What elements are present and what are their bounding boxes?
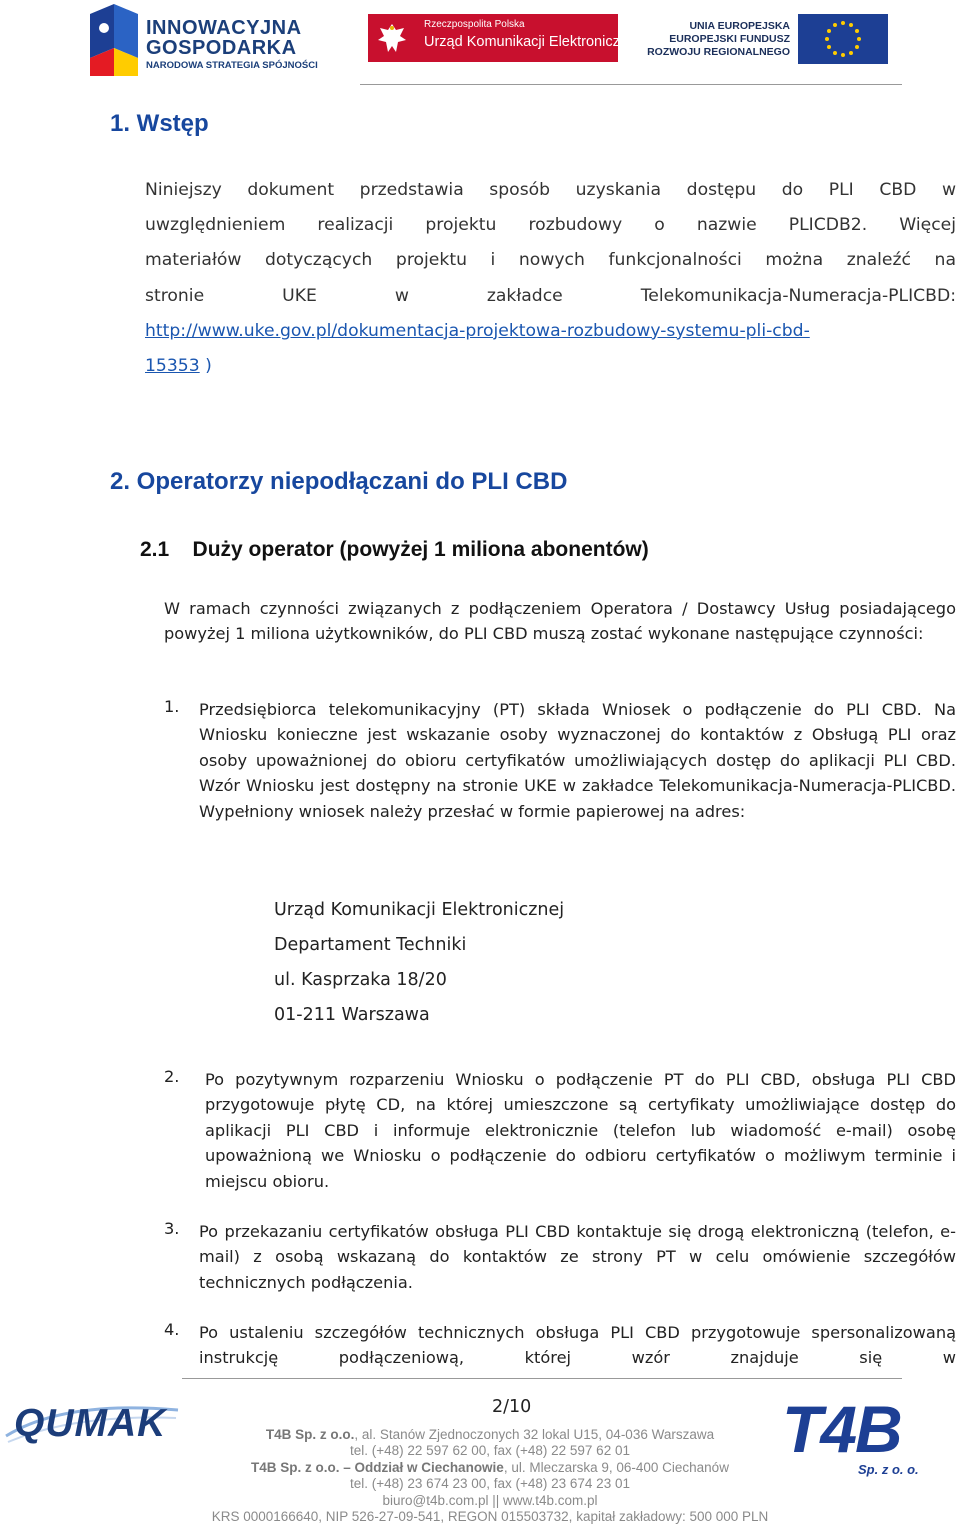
uke-link-part2[interactable]: 15353 xyxy=(145,356,200,377)
eu-logo-text xyxy=(647,20,790,59)
uke-logo xyxy=(368,14,640,62)
eu-logo-line1: UNIA EUROPEJSKA xyxy=(689,20,790,32)
footer-company-2: T4B Sp. z o.o. – Oddział w Ciechanowie xyxy=(251,1460,504,1475)
eagle-emblem-icon xyxy=(372,18,412,58)
item-2-text: Po pozytywnym rozparzeniu Wniosku o podłączenie PT do PLI CBD, obsługa PLI CBD przygotowuje płytę CD, na której umieszczone są certyfikaty umożliwiające dostęp do aplikacji PLI CBD i informuje elektronicznie (telefon lub wiadomość e-mail) osobę upoważnioną we Wniosku o podłączenie do odbioru certyfikatów o możliwym terminie i miejscu obioru. xyxy=(205,1070,956,1191)
section1-line-3: materiałów dotyczących projektu i nowych funkcjonalności można znaleźć na xyxy=(145,250,956,271)
footer-divider xyxy=(182,1378,902,1379)
footer-address-2 xyxy=(170,1460,810,1476)
section1-line-2: uwzględnieniem realizacji projektu rozbudowy o nazwie PLICDB2. Więcej xyxy=(145,215,956,236)
page-number: 2/10 xyxy=(492,1397,532,1417)
uke-logo-line1: Rzeczpospolita Polska xyxy=(424,19,525,30)
ig-flag-icon xyxy=(84,4,140,76)
footer-phone-2: tel. (+48) 23 674 23 00, fax (+48) 23 674 23 01 xyxy=(350,1476,630,1491)
footer-address-1-rest: , al. Stanów Zjednoczonych 32 lokal U15, 04-036 Warszawa xyxy=(354,1427,715,1442)
footer-contact: biuro@t4b.com.pl || www.t4b.com.pl xyxy=(382,1493,598,1508)
footer-address-2-rest: , ul. Mleczarska 9, 06-400 Ciechanów xyxy=(503,1460,729,1475)
ig-logo-line3: NARODOWA STRATEGIA SPÓJNOŚCI xyxy=(146,60,318,71)
innowacyjna-gospodarka-logo xyxy=(84,4,344,78)
item-1-number: 1. xyxy=(164,697,180,716)
section2-intro: W ramach czynności związanych z podłączeniem Operatora / Dostawcy Usług posiadającego powyżej 1 miliona użytkowników, do PLI CBD muszą zostać wykonane następujące czynności: xyxy=(164,599,956,644)
t4b-wordmark: T4B xyxy=(782,1392,901,1466)
item-1-text: Przedsiębiorca telekomunikacyjny (PT) składa Wniosek o podłączenie do PLI CBD. Na Wniosku konieczne jest wskazanie osoby wyznaczonej do kontaktów z Obsługą PLI oraz osoby upoważnionej do obioru certyfikatów umożliwiających dostęp do aplikacji PLI CBD. Wzór Wniosku jest dostępny na stronie UKE w zakładce Telekomunikacja-Numeracja-PLICBD. Wypełniony wniosek należy przesłać w formie papierowej na adres: xyxy=(199,700,956,821)
header-divider xyxy=(360,84,902,85)
section2-1-heading: 2.1 Duży operator (powyżej 1 miliona abonentów) xyxy=(140,538,649,561)
footer-address-1 xyxy=(170,1427,810,1443)
address-line-3: ul. Kasprzaka 18/20 xyxy=(274,970,447,990)
item-3-text: Po przekazaniu certyfikatów obsługa PLI CBD kontaktuje się drogą elektroniczną (telefon, e-mail) z osobą wskazaną do kontaktów ze strony PT w celu omówienie szczegółów technicznych podłączenia. xyxy=(199,1222,956,1292)
qumak-wordmark: QUMAK xyxy=(14,1402,167,1445)
section1-line-4: stronie UKE w zakładce Telekomunikacja-Numeracja-PLICBD: xyxy=(145,285,956,306)
eu-logo-line2: EUROPEJSKI FUNDUSZ xyxy=(669,33,790,45)
section1-line-1: Niniejszy dokument przedstawia sposób uzyskania dostępu do PLI CBD w xyxy=(145,180,956,200)
address-line-2: Departament Techniki xyxy=(274,935,467,955)
eu-flag-icon xyxy=(798,14,888,64)
footer-company-1: T4B Sp. z o.o. xyxy=(265,1427,355,1442)
item-2-number: 2. xyxy=(164,1067,180,1086)
address-line-1: Urząd Komunikacji Elektronicznej xyxy=(274,900,565,920)
address-line-4: 01-211 Warszawa xyxy=(274,1005,430,1025)
uke-logo-line2: Urząd Komunikacji Elektronicznej xyxy=(424,34,640,50)
section2-heading: 2. Operatorzy niepodłączani do PLI CBD xyxy=(110,468,568,495)
item-3-number: 3. xyxy=(164,1219,180,1238)
section1-paragraph xyxy=(145,173,956,384)
footer-phone-1: tel. (+48) 22 597 62 00, fax (+48) 22 597 62 01 xyxy=(350,1443,630,1458)
eu-logo xyxy=(647,12,888,64)
t4b-legal-form: Sp. z o. o. xyxy=(858,1462,919,1477)
qumak-logo xyxy=(4,1396,180,1456)
section1-heading: 1. Wstęp xyxy=(110,110,209,137)
footer-registry: KRS 0000166640, NIP 526-27-09-541, REGON 015503732, kapitał zakładowy: 500 000 PLN xyxy=(211,1509,769,1524)
item-4-number: 4. xyxy=(164,1320,180,1339)
item-4-text: Po ustaleniu szczegółów technicznych obsługa PLI CBD przygotowuje spersonalizowaną instrukcję podłączeniową, której wzór znajduje się w xyxy=(199,1323,956,1368)
uke-link-part1[interactable]: http://www.uke.gov.pl/dokumentacja-projektowa-rozbudowy-systemu-pli-cbd- xyxy=(145,320,810,341)
ig-logo-line2: GOSPODARKA xyxy=(146,37,297,59)
eu-logo-line3: ROZWOJU REGIONALNEGO xyxy=(647,46,790,58)
ig-logo-line1: INNOWACYJNA xyxy=(146,17,302,39)
link-closing-paren: ) xyxy=(199,356,212,377)
